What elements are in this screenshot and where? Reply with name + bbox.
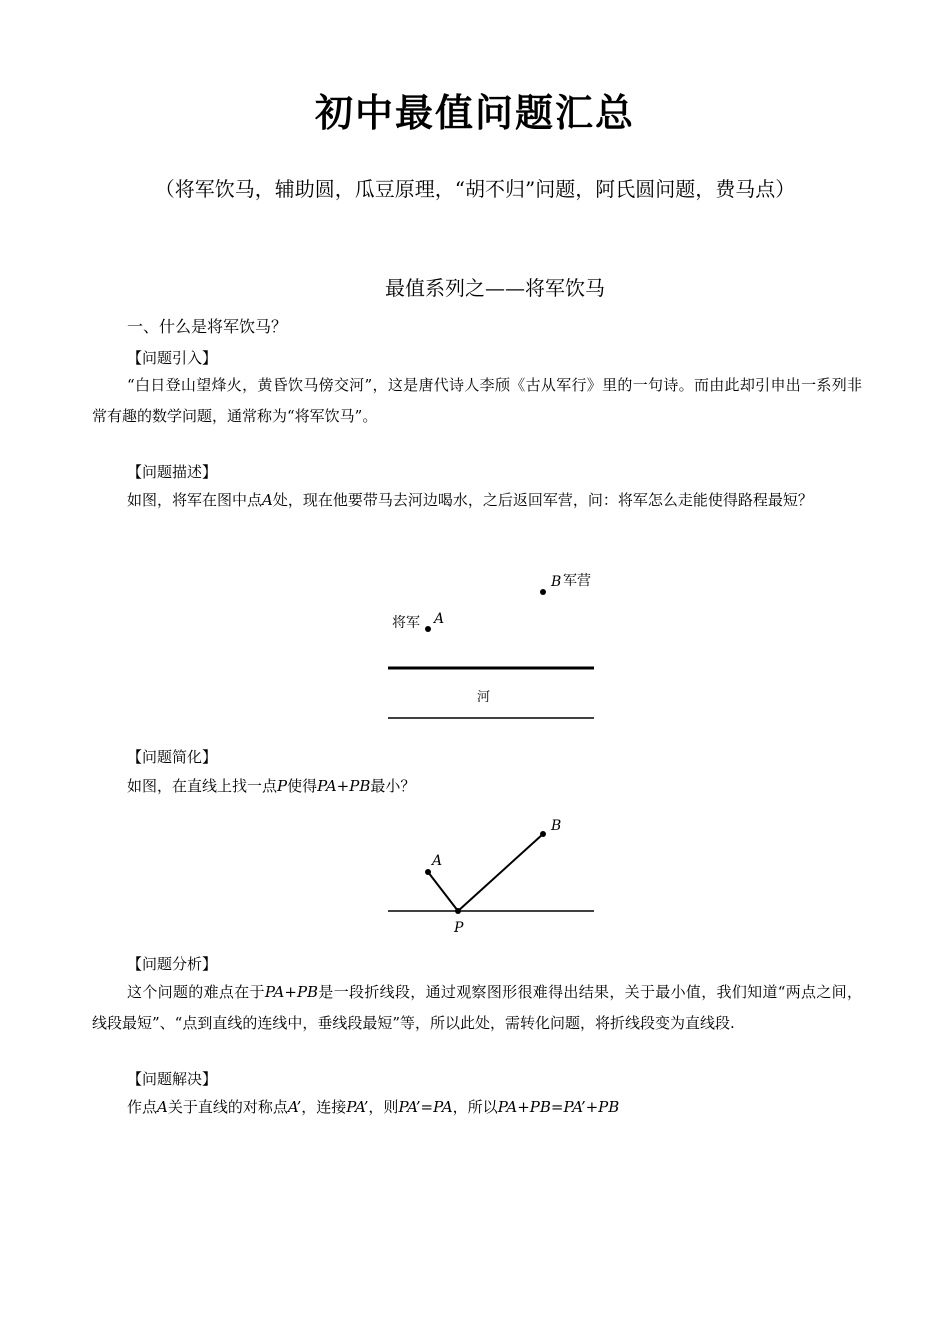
label-b: B — [551, 818, 562, 834]
description-paragraph: 如图，将军在图中点A处，现在他要带马去河边喝水，之后返回军营，问：将军怎么走能使得路程最短？ — [127, 491, 813, 509]
solution-paragraph: 作点A关于直线的对称点A’，连接PA’，则PA’=PA，所以PA+PB=PA’+PB — [127, 1098, 620, 1116]
label-a: A — [432, 853, 443, 869]
point-a-dot — [425, 626, 431, 632]
river-figure — [0, 560, 950, 730]
segment-pb — [458, 834, 543, 911]
label-p: P — [454, 920, 464, 936]
point-b-dot — [540, 589, 546, 595]
segment-pa — [428, 872, 458, 911]
analysis-heading: 【问题分析】 — [127, 955, 218, 973]
point-p-dot — [455, 908, 461, 914]
point-a-dot — [425, 869, 431, 875]
question-heading: 一、什么是将军饮马？ — [127, 317, 288, 336]
page-subtitle: （将军饮马，辅助圆，瓜豆原理，“胡不归”问题，阿氏圆问题，费马点） — [154, 177, 796, 201]
label-general: 将军 — [392, 615, 420, 631]
intro-heading: 【问题引入】 — [127, 349, 218, 367]
page-title: 初中最值问题汇总 — [314, 91, 635, 135]
intro-paragraph: “白日登山望烽火，黄昏饮马傍交河”，这是唐代诗人李颀《古从军行》里的一句诗。而由此却引申出一系列非常有趣的数学问题，通常称为“将军饮马”。 — [92, 376, 862, 425]
point-b-dot — [540, 831, 546, 837]
label-camp: 军营 — [563, 573, 591, 589]
shortest-path-figure — [0, 815, 950, 940]
simplification-heading: 【问题简化】 — [127, 748, 218, 766]
solution-heading: 【问题解决】 — [127, 1070, 218, 1088]
label-b: B — [551, 574, 562, 590]
analysis-paragraph: 这个问题的难点在于PA+PB是一段折线段，通过观察图形很难得出结果，关于最小值，我们知道“两点之间，线段最短”、“点到直线的连线中，垂线段最短”等，所以此处，需转化问题，将折线段变为直线段. — [92, 983, 862, 1032]
simplification-paragraph: 如图，在直线上找一点P使得PA+PB最小？ — [127, 777, 416, 795]
label-river: 河 — [477, 690, 491, 705]
description-heading: 【问题描述】 — [127, 463, 218, 481]
label-a: A — [434, 611, 445, 627]
section-title: 最值系列之——将军饮马 — [385, 276, 605, 300]
